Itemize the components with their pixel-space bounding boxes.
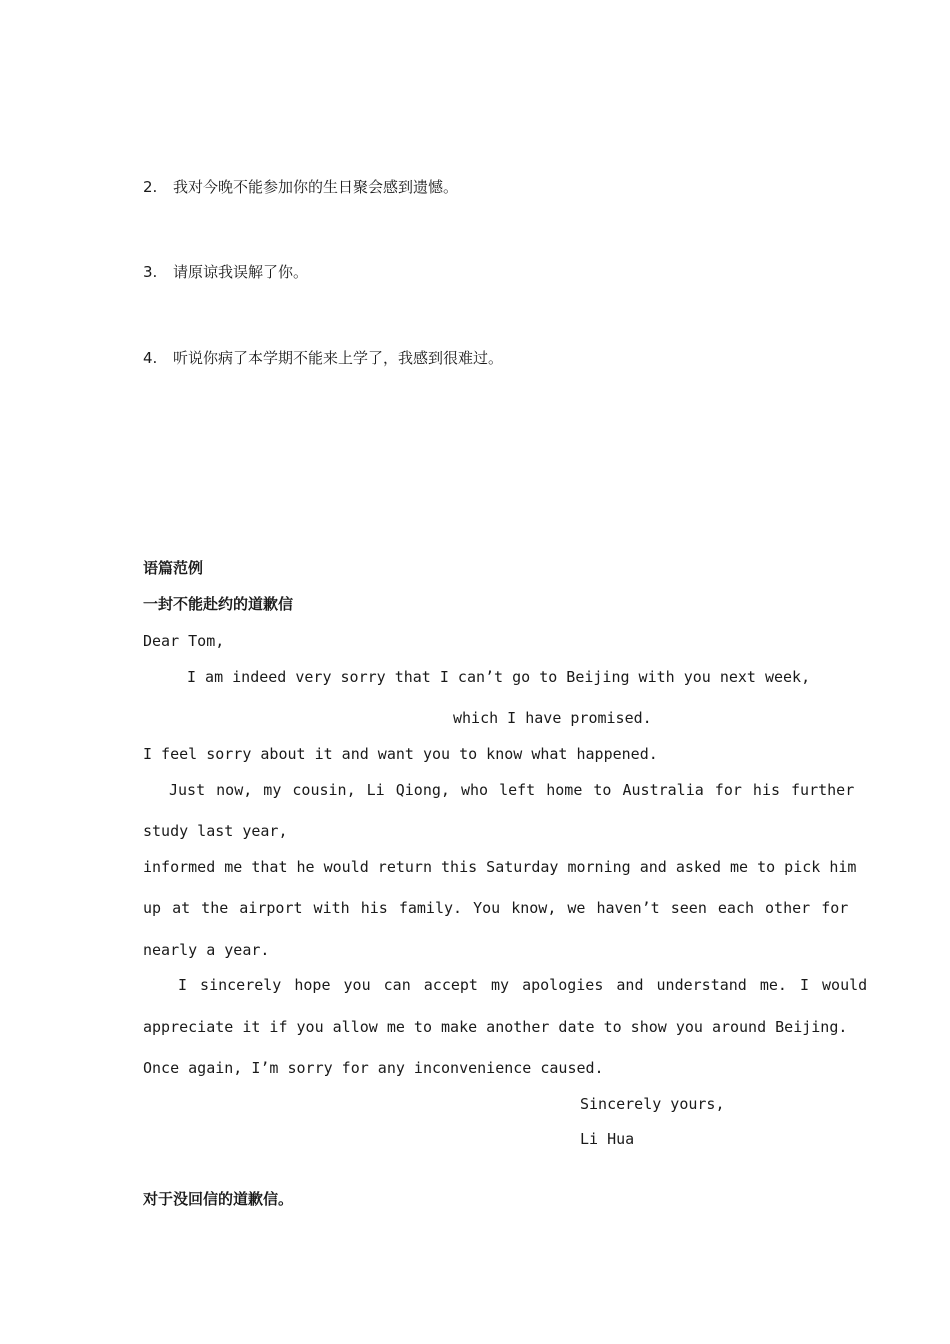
letter-closing: Sincerely yours,	[580, 1095, 725, 1113]
exercise-item	[143, 349, 503, 367]
exercise-number: 2.	[143, 178, 158, 196]
exercise-text: 我对今晚不能参加你的生日聚会感到遗憾。	[173, 178, 459, 196]
exercise-number: 4.	[143, 349, 158, 367]
letter-title: 一封不能赴约的道歉信	[143, 595, 294, 613]
letter-paragraph-line: informed me that he would return this Saturday morning and asked me to pick him	[143, 858, 857, 876]
letter-signature: Li Hua	[580, 1130, 635, 1148]
section-title: 语篇范例	[143, 559, 204, 577]
exercise-item	[143, 178, 458, 196]
letter-paragraph-line: I sincerely hope you can accept my apologies and understand me. I would	[178, 976, 868, 994]
exercise-item	[143, 263, 308, 281]
letter-paragraph-line: I feel sorry about it and want you to know what happened.	[143, 745, 658, 763]
exercise-text: 听说你病了本学期不能来上学了，我感到很难过。	[173, 349, 504, 367]
letter-paragraph-line: which I have promised.	[453, 709, 652, 727]
letter-greeting: Dear Tom,	[143, 632, 225, 650]
letter-paragraph-line: nearly a year.	[143, 941, 270, 959]
exercise-text: 请原谅我误解了你。	[173, 263, 309, 281]
letter-paragraph-line: Once again, I’m sorry for any inconvenience caused.	[143, 1059, 604, 1077]
letter-paragraph-line: study last year,	[143, 822, 288, 840]
letter-paragraph-line: Just now, my cousin, Li Qiong, who left home to Australia for his further	[169, 781, 855, 799]
letter-paragraph-line: appreciate it if you allow me to make another date to show you around Beijing.	[143, 1018, 848, 1036]
next-section-title: 对于没回信的道歉信。	[143, 1190, 294, 1208]
exercise-number: 3.	[143, 263, 158, 281]
letter-paragraph-line: up at the airport with his family. You know, we haven’t seen each other for	[143, 899, 849, 917]
letter-paragraph-line: I am indeed very sorry that I can’t go to Beijing with you next week,	[187, 668, 811, 686]
